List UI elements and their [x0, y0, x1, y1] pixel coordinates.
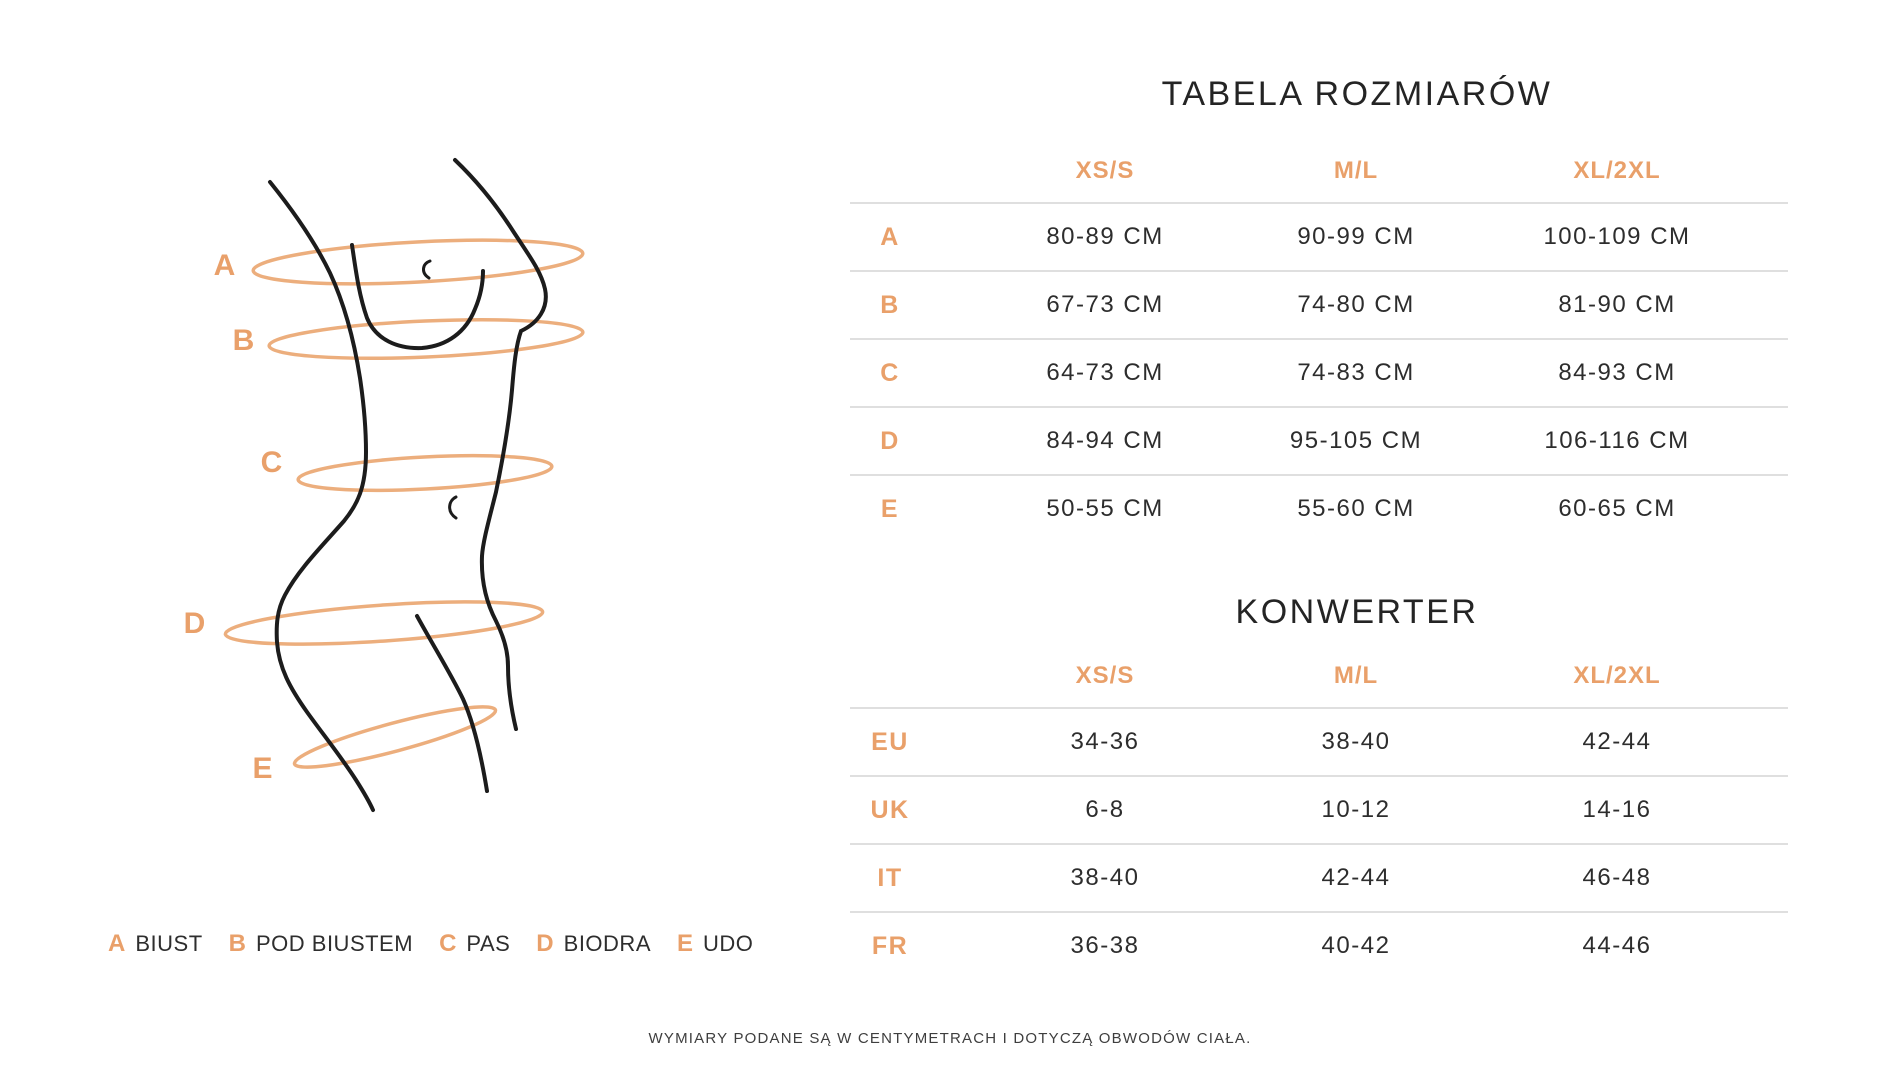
cell-value: 100-109 CM	[1543, 223, 1691, 250]
legend-label: UDO	[703, 931, 754, 956]
size-table-title: TABELA ROZMIARÓW	[1161, 75, 1553, 113]
converter-table	[850, 645, 1788, 979]
cell-value: 80-89 CM	[1046, 223, 1164, 250]
figure-point-c: C	[260, 446, 284, 479]
navel-mark	[450, 497, 456, 518]
table-row	[850, 707, 1788, 775]
cell-value: 95-105 CM	[1289, 427, 1423, 454]
cell-value: 14-16	[1582, 796, 1652, 823]
cell-value: 42-44	[1321, 864, 1391, 891]
measurement-ellipses	[224, 233, 584, 777]
legend-item	[108, 930, 203, 958]
legend-letter: E	[677, 930, 694, 957]
cell-value: 90-99 CM	[1297, 223, 1415, 250]
legend-label: BIUST	[135, 931, 203, 956]
table-row	[850, 843, 1788, 911]
figure-point-a: A	[213, 249, 237, 282]
cell-value: 40-42	[1321, 932, 1391, 959]
cell-value: 50-55 CM	[1046, 495, 1164, 522]
legend-label: POD BIUSTEM	[255, 931, 414, 956]
cell-value: 81-90 CM	[1558, 291, 1676, 318]
legend-letter: B	[228, 930, 246, 957]
table-row	[850, 474, 1788, 542]
converter-title: KONWERTER	[1235, 593, 1479, 631]
cell-value: 10-12	[1321, 796, 1391, 823]
legend-item	[536, 930, 651, 958]
row-label: FR	[871, 931, 909, 960]
legend-label: PAS	[466, 931, 511, 956]
table-row	[850, 911, 1788, 979]
legend-letter: C	[439, 930, 457, 957]
size-table	[850, 140, 1788, 542]
legend-letter: D	[536, 930, 554, 957]
cell-value: 106-116 CM	[1544, 427, 1690, 454]
legend-item	[229, 930, 413, 958]
cell-value: 34-36	[1070, 728, 1140, 755]
inner-thigh-line	[417, 616, 487, 791]
cell-value: 55-60 CM	[1297, 495, 1415, 522]
cell-value: 46-48	[1582, 864, 1652, 891]
right-side-line	[455, 160, 546, 729]
row-label: IT	[877, 863, 903, 892]
table-row	[850, 338, 1788, 406]
figure-point-b: B	[232, 324, 256, 357]
cell-value: 38-40	[1070, 864, 1140, 891]
row-label: D	[880, 426, 900, 455]
cell-value: 38-40	[1321, 728, 1391, 755]
waist-ellipse	[297, 450, 552, 495]
legend-letter: A	[108, 930, 126, 957]
cell-value: 6-8	[1085, 796, 1125, 823]
measurement-legend	[108, 928, 753, 960]
table-row	[850, 270, 1788, 338]
units-note: WYMIARY PODANE SĄ W CENTYMETRACH I DOTYCZĄ OBWODÓW CIAŁA.	[648, 1030, 1252, 1047]
cell-value: 74-83 CM	[1297, 359, 1415, 386]
cell-value: 36-38	[1070, 932, 1140, 959]
cell-value: 42-44	[1582, 728, 1652, 755]
row-label: E	[880, 494, 900, 523]
size-table-header-row	[850, 140, 1788, 202]
cell-value: 84-94 CM	[1046, 427, 1164, 454]
legend-label: BIODRA	[563, 931, 651, 956]
table-row	[850, 406, 1788, 474]
cell-value: 74-80 CM	[1297, 291, 1415, 318]
table-row	[850, 202, 1788, 270]
cell-value: 67-73 CM	[1046, 291, 1164, 318]
cell-value: 84-93 CM	[1558, 359, 1676, 386]
column-header-xss: XS/S	[1075, 157, 1135, 184]
figure-point-e: E	[252, 752, 274, 785]
cell-value: 64-73 CM	[1046, 359, 1164, 386]
column-header-ml: M/L	[1333, 662, 1379, 689]
figure-point-d: D	[183, 607, 207, 640]
column-header-xl2xl: XL/2XL	[1573, 157, 1661, 184]
row-label: UK	[870, 795, 910, 824]
converter-header-row	[850, 645, 1788, 707]
legend-item	[439, 930, 510, 958]
breast-line	[352, 245, 483, 348]
column-header-ml: M/L	[1333, 157, 1379, 184]
table-row	[850, 775, 1788, 843]
cell-value: 44-46	[1582, 932, 1652, 959]
row-label: A	[880, 222, 900, 251]
column-header-xl2xl: XL/2XL	[1573, 662, 1661, 689]
row-label: B	[880, 290, 900, 319]
column-header-xss: XS/S	[1075, 662, 1135, 689]
row-label: EU	[871, 727, 909, 756]
legend-item	[677, 930, 753, 958]
nipple-mark	[423, 261, 430, 278]
cell-value: 60-65 CM	[1558, 495, 1676, 522]
row-label: C	[880, 358, 900, 387]
